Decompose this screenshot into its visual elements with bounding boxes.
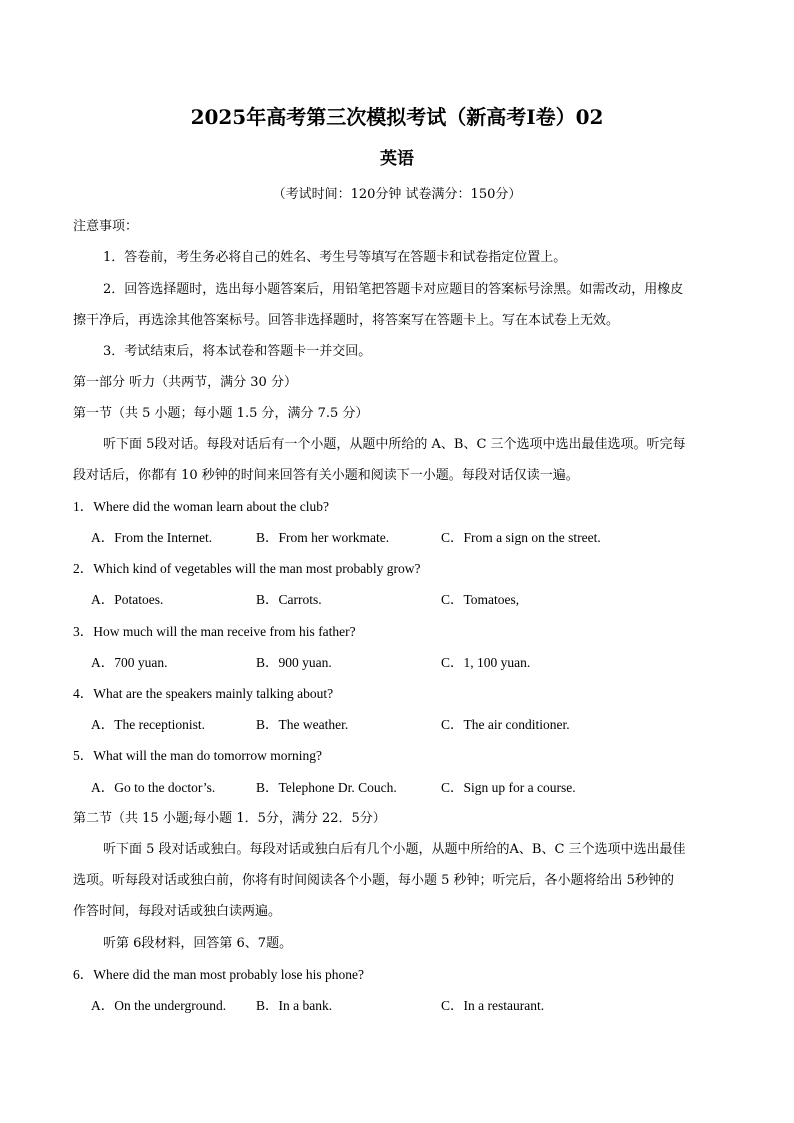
question-5-option-c: C．Sign up for a course. (441, 780, 576, 795)
question-3-option-b: B．900 yuan. (256, 655, 332, 670)
section2-instruction-line-1: 听下面 5 段对话或独白。每段对话或独白后有几个小题，从题中所给的A、B、C 三个选项中选出最佳 (103, 842, 686, 857)
section1-heading: 第一节（共 5 小题；每小题 1.5 分，满分 7.5 分） (73, 406, 369, 421)
notice-item-2-line-1: 2．回答选择题时，选出每小题答案后，用铅笔把答题卡对应题目的答案标号涂黑。如需改动，用橡皮 (103, 282, 684, 297)
question-6: 6．Where did the man most probably lose his phone? (73, 967, 364, 982)
exam-title: 2025年高考第三次模拟考试（新高考I卷）02 (190, 105, 604, 129)
question-5: 5．What will the man do tomorrow morning? (73, 748, 322, 763)
section2-instruction-line-2: 选项。听每段对话或独白前，你将有时间阅读各个小题，每小题 5 秒钟；听完后，各小题将给出 5秒钟的 (73, 873, 674, 888)
question-2-option-c: C．Tomatoes, (441, 592, 520, 607)
question-3: 3．How much will the man receive from his father? (73, 624, 356, 639)
question-1-option-c: C．From a sign on the street. (441, 530, 601, 545)
section1-instruction-line-2: 段对话后，你都有 10 秒钟的时间来回答有关小题和阅读下一小题。每段对话仅读一遍。 (73, 468, 579, 483)
question-4-option-b: B．The weather. (256, 717, 349, 732)
question-5-option-b: B．Telephone Dr. Couch. (256, 780, 397, 795)
question-1-option-a: A．From the Internet. (91, 530, 213, 545)
exam-info: （考试时间：120分钟 试卷满分：150分） (272, 187, 522, 202)
question-4-option-a: A．The receptionist. (91, 717, 205, 732)
question-2: 2．Which kind of vegetables will the man most probably grow? (73, 561, 421, 576)
notice-item-3: 3．考试结束后，将本试卷和答题卡一并交回。 (103, 344, 372, 359)
material-6-note: 听第 6段材料，回答第 6、7题。 (103, 936, 293, 951)
question-4: 4．What are the speakers mainly talking about? (73, 686, 334, 701)
question-1-option-b: B．From her workmate. (256, 530, 390, 545)
question-2-option-a: A．Potatoes. (91, 592, 164, 607)
notice-item-2-line-2: 擦干净后，再选涂其他答案标号。回答非选择题时，将答案写在答题卡上。写在本试卷上无效。 (73, 313, 620, 328)
question-3-option-c: C．1, 100 yuan. (441, 655, 531, 670)
notice-item-1: 1．答卷前，考生务必将自己的姓名、考生号等填写在答题卡和试卷指定位置上。 (103, 250, 567, 265)
question-6-option-a: A．On the underground. (91, 998, 227, 1013)
section2-heading: 第二节（共 15 小题;每小题 1．5分，满分 22．5分） (73, 811, 386, 826)
section2-instruction-line-3: 作答时间，每段对话或独白读两遍。 (73, 904, 282, 919)
notice-heading: 注意事项： (73, 219, 139, 234)
question-1: 1．Where did the woman learn about the club? (73, 499, 330, 514)
part1-heading: 第一部分 听力（共两节，满分 30 分） (73, 375, 297, 390)
section1-instruction-line-1: 听下面 5段对话。每段对话后有一个小题，从题中所给的 A、B、C 三个选项中选出最佳选项。听完每 (103, 437, 686, 452)
subject-title: 英语 (380, 149, 414, 169)
question-4-option-c: C．The air conditioner. (441, 717, 570, 732)
question-5-option-a: A．Go to the doctor’s. (91, 780, 216, 795)
question-6-option-b: B．In a bank. (256, 998, 333, 1013)
question-6-option-c: C．In a restaurant. (441, 998, 545, 1013)
question-3-option-a: A．700 yuan. (91, 655, 168, 670)
question-2-option-b: B．Carrots. (256, 592, 322, 607)
